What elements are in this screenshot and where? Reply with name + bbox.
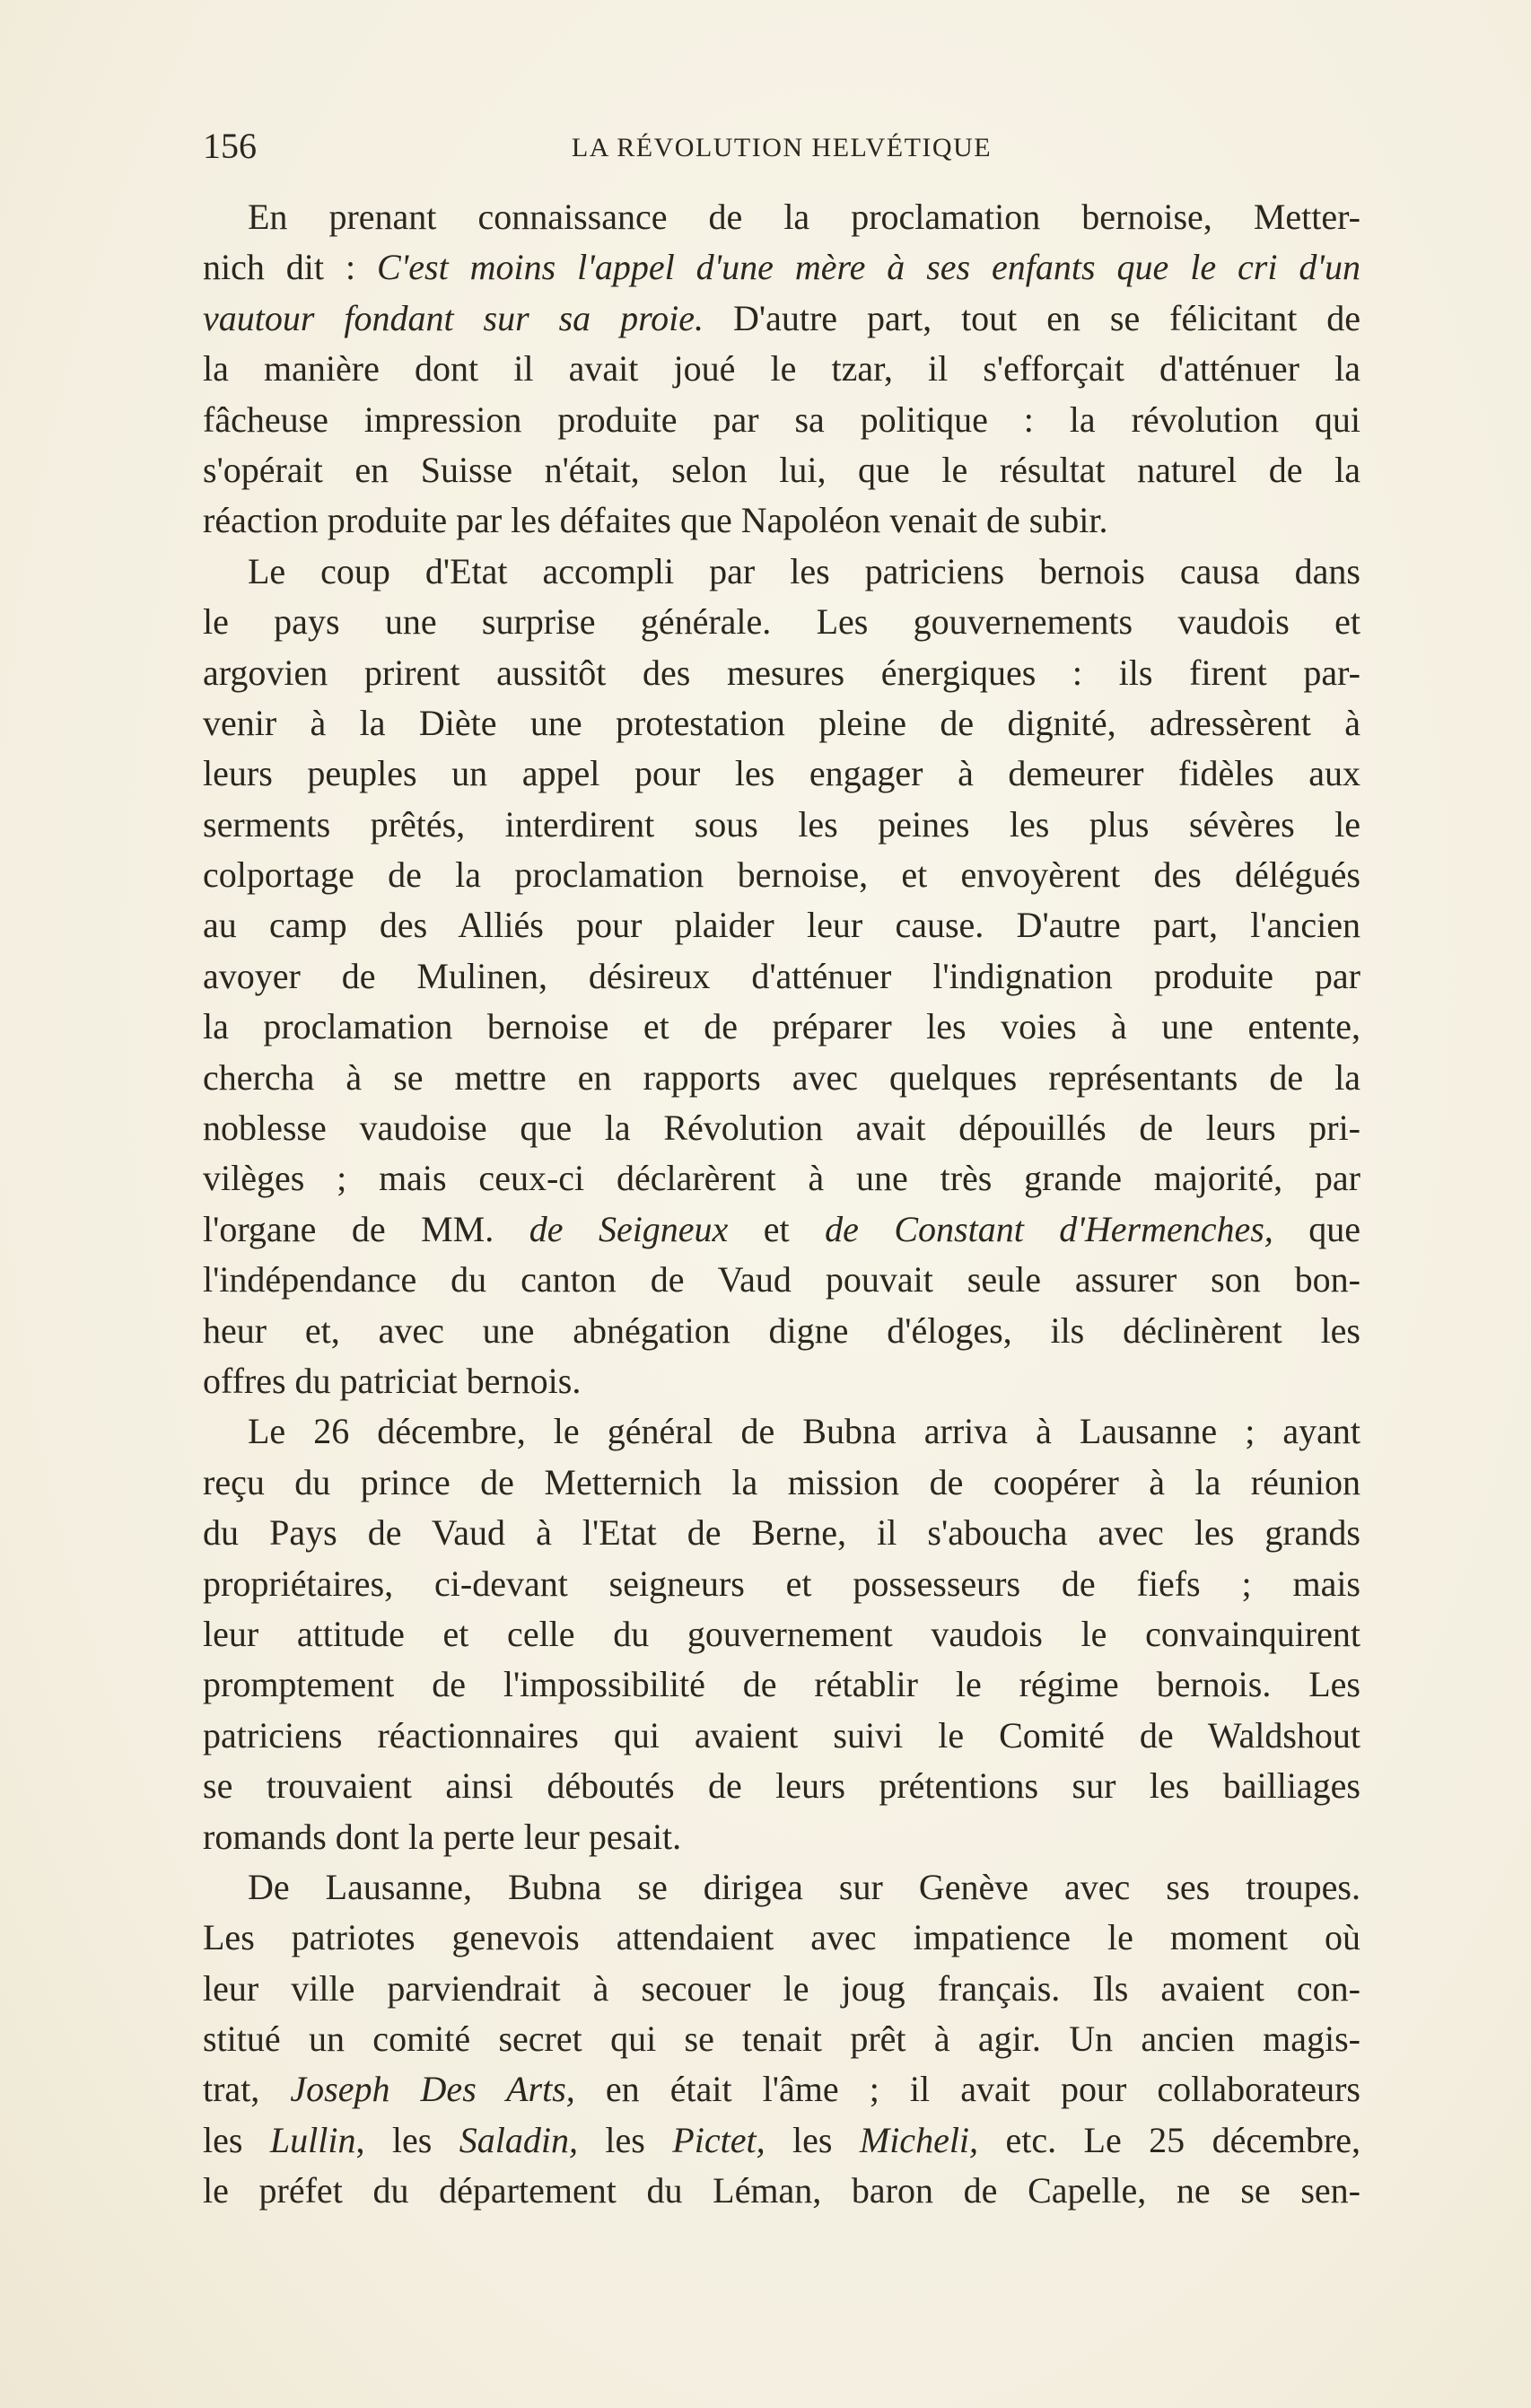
text-line [203, 1406, 1360, 1457]
text-segment: colportage de la proclamation bernoise, et envoyèrent des délégués [203, 854, 1360, 896]
text-line [203, 1255, 1360, 1305]
text-segment: patriciens réactionnaires qui avaient suivi le Comité de Waldshout [203, 1714, 1360, 1756]
text-segment: le préfet du département du Léman, baron de Capelle, ne se sen- [203, 2170, 1360, 2211]
text-segment: Les patriotes genevois attendaient avec impatience le moment où [203, 1917, 1360, 1958]
text-line [203, 1053, 1360, 1103]
italic-segment: Lullin [269, 2119, 356, 2160]
text-line [203, 2166, 1360, 2216]
text-line [203, 597, 1360, 647]
text-line [203, 1913, 1360, 1963]
text-segment: heur et, avec une abnégation digne d'éloges, ils déclinèrent les [203, 1309, 1360, 1351]
text-segment: se trouvaient ainsi déboutés de leurs prétentions sur les bailliages [203, 1765, 1360, 1807]
text-segment: fâcheuse impression produite par sa politique : la révolution qui [203, 398, 1360, 440]
text-line [203, 293, 1360, 344]
text-line [203, 192, 1360, 242]
italic-segment: Joseph Des Arts, [290, 2069, 575, 2110]
text-segment: stitué un comité secret qui se tenait prêt à agir. Un ancien magis- [203, 2018, 1360, 2060]
text-line [203, 1356, 1360, 1406]
text-segment: du Pays de Vaud à l'Etat de Berne, il s'aboucha avec les grands [203, 1512, 1360, 1554]
text-segment: En prenant connaissance de la proclamation bernoise, Metter- [248, 197, 1360, 237]
text-segment: la manière dont il avait joué le tzar, il s'efforçait d'atténuer la [203, 348, 1360, 390]
text-segment: , les [355, 2119, 459, 2160]
italic-segment: Saladin, [459, 2119, 578, 2160]
text-segment: venir à la Diète une protestation pleine de dignité, adressèrent à [203, 702, 1360, 743]
text-line [203, 547, 1360, 597]
text-line [203, 648, 1360, 698]
text-line [203, 850, 1360, 900]
italic-segment: de Constant d'Hermenches, [825, 1208, 1273, 1249]
text-segment: offres du patriciat bernois. [203, 1360, 582, 1401]
text-segment: etc. Le 25 décembre, [978, 2119, 1360, 2160]
text-segment: au camp des Alliés pour plaider leur cause. D'autre part, l'ancien [203, 905, 1360, 946]
text-segment: romands dont la perte leur pesait. [203, 1816, 682, 1857]
text-line [203, 1964, 1360, 2014]
text-segment: trat, [203, 2069, 291, 2110]
text-line [203, 900, 1360, 950]
text-segment: argovien prirent aussitôt des mesures énergiques : ils firent par- [203, 652, 1360, 693]
text-line [203, 1508, 1360, 1558]
italic-segment: Pictet, [672, 2119, 766, 2160]
text-segment: promptement de l'impossibilité de rétablir le régime bernois. Les [203, 1664, 1360, 1705]
text-segment: l'organe de MM. [203, 1208, 529, 1249]
italic-segment: Micheli, [859, 2119, 979, 2160]
text-segment: l'indépendance du canton de Vaud pouvait seule assurer son bon- [203, 1259, 1360, 1300]
text-segment: leur attitude et celle du gouvernement vaudois le convainquirent [203, 1613, 1360, 1654]
text-line [203, 1711, 1360, 1761]
text-line [203, 1659, 1360, 1710]
text-line [203, 800, 1360, 850]
text-line [203, 1153, 1360, 1204]
text-line [203, 1103, 1360, 1153]
text-segment: que [1273, 1208, 1360, 1249]
text-segment: De Lausanne, Bubna se dirigea sur Genève avec ses troupes. [248, 1866, 1360, 1907]
text-segment: la proclamation bernoise et de préparer les voies à une entente, [203, 1006, 1360, 1047]
text-segment: propriétaires, ci-devant seigneurs et possesseurs de fiefs ; mais [203, 1563, 1360, 1604]
text-line [203, 395, 1360, 445]
text-segment: réaction produite par les défaites que Napoléon venait de subir. [203, 500, 1108, 541]
page-header [203, 124, 1360, 169]
text-line [203, 2014, 1360, 2064]
text-segment: leurs peuples un appel pour les engager à demeurer fidèles aux [203, 753, 1360, 794]
text-line [203, 1559, 1360, 1609]
text-segment: le pays une surprise générale. Les gouvernements vaudois et [203, 601, 1360, 643]
text-segment: leur ville parviendrait à secouer le joug français. Ils avaient con- [203, 1967, 1360, 2009]
text-segment: les [203, 2119, 270, 2160]
text-line [203, 495, 1360, 546]
body-text [203, 192, 1360, 2217]
text-line [203, 1458, 1360, 1508]
text-line [203, 1204, 1360, 1255]
text-line [203, 344, 1360, 394]
text-line [203, 1609, 1360, 1659]
running-title: LA RÉVOLUTION HELVÉTIQUE [571, 133, 993, 162]
text-segment: Le coup d'Etat accompli par les patriciens bernois causa dans [248, 550, 1360, 591]
text-segment: et [728, 1208, 826, 1249]
text-segment: chercha à se mettre en rapports avec quelques représentants de la [203, 1056, 1360, 1098]
text-line [203, 1002, 1360, 1052]
text-segment: nich dit : [203, 247, 378, 288]
text-segment: D'autre part, tout en se félicitant de [704, 297, 1360, 338]
text-line [203, 1306, 1360, 1356]
italic-segment: C'est moins l'appel d'une mère à ses enfants que le cri d'un [377, 247, 1360, 288]
text-line [203, 2064, 1360, 2115]
text-line [203, 1812, 1360, 1862]
text-line [203, 242, 1360, 293]
text-segment: reçu du prince de Metternich la mission de coopérer à la réunion [203, 1461, 1360, 1502]
text-segment: Le 26 décembre, le général de Bubna arriva à Lausanne ; ayant [248, 1411, 1360, 1452]
text-line [203, 951, 1360, 1002]
text-line [203, 445, 1360, 495]
text-segment: en était l'âme ; il avait pour collaborateurs [574, 2069, 1360, 2110]
text-line [203, 2115, 1360, 2166]
text-segment: les [765, 2119, 860, 2160]
text-segment: les [578, 2119, 673, 2160]
text-line [203, 698, 1360, 749]
page-number: 156 [203, 126, 257, 166]
text-line [203, 1761, 1360, 1811]
italic-segment: de Seigneux [529, 1208, 729, 1249]
text-segment: s'opérait en Suisse n'était, selon lui, que le résultat naturel de la [203, 449, 1360, 490]
text-segment: serments prêtés, interdirent sous les peines les plus sévères le [203, 803, 1360, 845]
text-segment: avoyer de Mulinen, désireux d'atténuer l'indignation produite par [203, 955, 1360, 996]
text-segment: noblesse vaudoise que la Révolution avait dépouillés de leurs pri- [203, 1108, 1360, 1149]
text-line [203, 749, 1360, 799]
italic-segment: vautour fondant sur sa proie. [203, 297, 704, 338]
text-line [203, 1862, 1360, 1913]
text-segment: vilèges ; mais ceux-ci déclarèrent à une très grande majorité, par [203, 1158, 1360, 1199]
